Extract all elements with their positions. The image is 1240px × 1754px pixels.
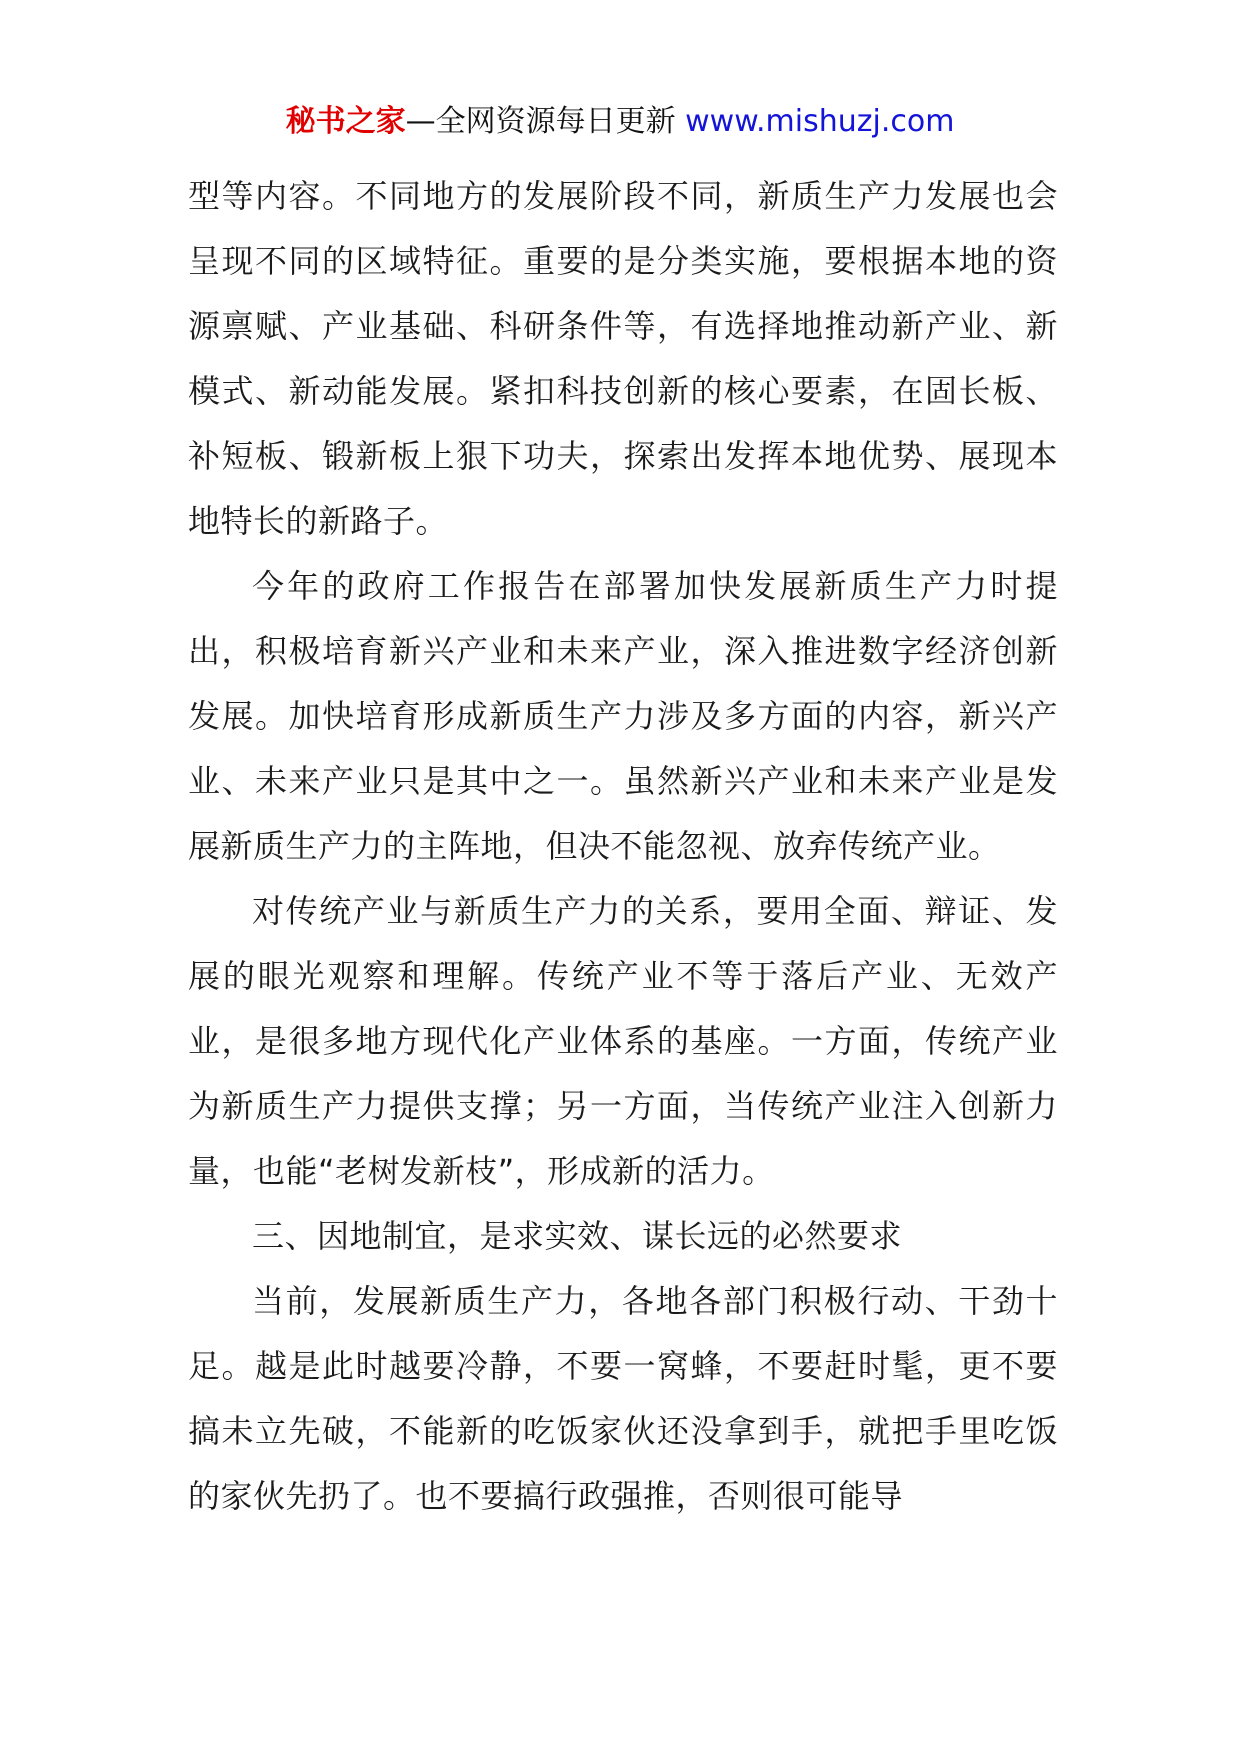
paragraph: 今年的政府工作报告在部署加快发展新质生产力时提出，积极培育新兴产业和未来产业，深入推进数字经济创新发展。加快培育形成新质生产力涉及多方面的内容，新兴产业、未来产业只是其中之一。虽然新兴产业和未来产业是发展新质生产力的主阵地，但决不能忽视、放弃传统产业。 xyxy=(188,567,1058,865)
document-body xyxy=(188,164,1058,1529)
paragraph: 当前，发展新质生产力，各地各部门积极行动、干劲十足。越是此时越要冷静，不要一窝蜂，不要赶时髦，更不要搞未立先破，不能新的吃饭家伙还没拿到手，就把手里吃饭的家伙先扔了。也不要搞行政强推，否则很可能导 xyxy=(188,1282,1058,1515)
header-tagline: —全网资源每日更新 xyxy=(405,104,686,139)
paragraph-continued: 型等内容。不同地方的发展阶段不同，新质生产力发展也会呈现不同的区域特征。重要的是分类实施，要根据本地的资源禀赋、产业基础、科研条件等，有选择地推动新产业、新模式、新动能发展。紧扣科技创新的核心要素，在固长板、补短板、锻新板上狠下功夫，探索出发挥本地优势、展现本地特长的新路子。 xyxy=(188,177,1058,540)
paragraph: 对传统产业与新质生产力的关系，要用全面、辩证、发展的眼光观察和理解。传统产业不等于落后产业、无效产业，是很多地方现代化产业体系的基座。一方面，传统产业为新质生产力提供支撑；另一方面，当传统产业注入创新力量，也能“老树发新枝”，形成新的活力。 xyxy=(188,892,1058,1190)
header-url-link[interactable]: www.mishuzj.com xyxy=(685,104,955,139)
page-header xyxy=(0,102,1240,142)
section-heading: 三、因地制宜，是求实效、谋长远的必然要求 xyxy=(252,1217,903,1255)
header-brand: 秘书之家 xyxy=(285,104,406,139)
